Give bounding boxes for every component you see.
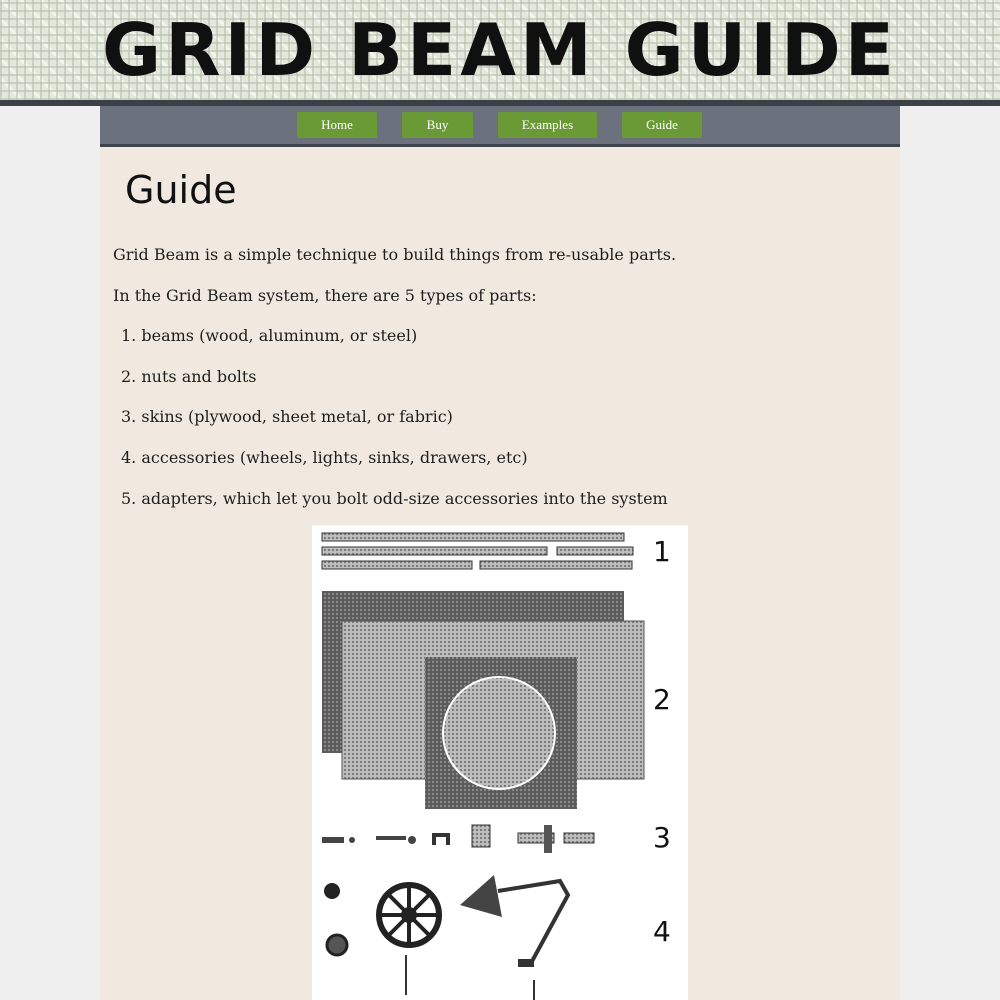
nav-buy-button[interactable]: Buy (402, 112, 473, 138)
nav-home-button[interactable]: Home (297, 112, 377, 138)
nuts-bolts-drawing (322, 825, 594, 853)
skins-drawing (322, 591, 644, 809)
nav-examples-button[interactable]: Examples (498, 112, 597, 138)
list-item: 3. skins (plywood, sheet metal, or fabric) (121, 407, 453, 426)
site-banner (0, 0, 1000, 100)
list-item: 2. nuts and bolts (121, 367, 257, 386)
figure-label: 4 (653, 915, 671, 948)
grid-beam-parts-illustration (312, 525, 688, 1000)
content-area (100, 106, 900, 1000)
beams-drawing (322, 533, 633, 569)
intro-paragraph: Grid Beam is a simple technique to build things from re-usable parts. (113, 245, 677, 264)
figure-label: 3 (653, 821, 671, 854)
nav-bar (100, 106, 900, 147)
parts-intro-paragraph: In the Grid Beam system, there are 5 types of parts: (113, 286, 537, 305)
list-item: 5. adapters, which let you bolt odd-size accessories into the system (121, 489, 668, 508)
figure-label: 2 (653, 683, 671, 716)
page-title: Guide (125, 168, 237, 212)
parts-drawing (312, 525, 688, 1000)
list-item: 4. accessories (wheels, lights, sinks, drawers, etc) (121, 448, 528, 467)
figure-label: 1 (653, 535, 671, 568)
nav-guide-button[interactable]: Guide (622, 112, 702, 138)
site-title: GRID BEAM GUIDE (102, 8, 898, 92)
list-item: 1. beams (wood, aluminum, or steel) (121, 326, 418, 345)
accessories-drawing (324, 875, 568, 1000)
